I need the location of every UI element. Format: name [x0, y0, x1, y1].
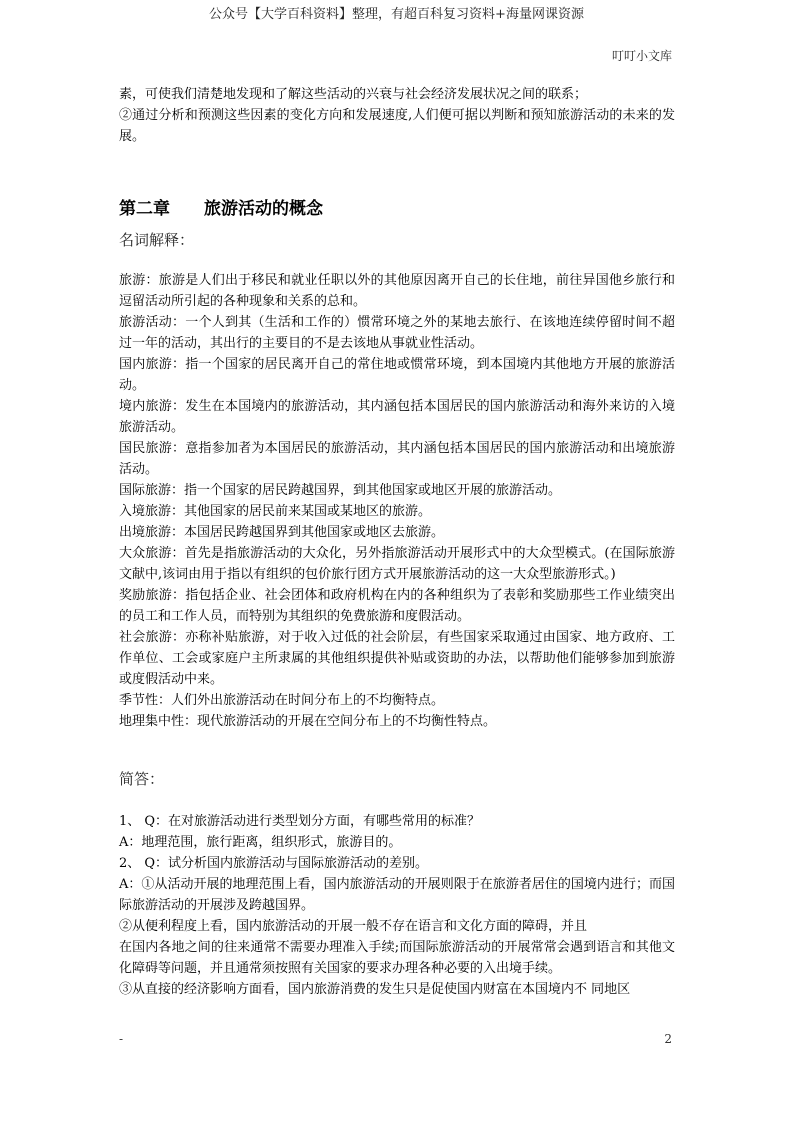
terms-list [119, 270, 675, 732]
qa-line: ②从便利程度上看，国内旅游活动的开展一般不存在语言和文化方面的障碍，并且 [119, 919, 588, 934]
qa-line: 在国内各地之间的往来通常不需要办理准入手续;而国际旅游活动的开展常常会遇到语言和其他文化障碍等问题，并且通常须按照有关国家的要求办理各种必要的入出境手续。 [119, 940, 675, 976]
qa-line: A：①从活动开展的地理范围上看，国内旅游活动的开展则限于在旅游者居住的国境内进行；而国际旅游活动的开展涉及跨越国界。 [119, 877, 675, 913]
term-item: 旅游：旅游是人们出于移民和就业任职以外的其他原因离开自己的长住地，前往异国他乡旅行和逗留活动所引起的各种现象和关系的总和。 [119, 273, 675, 309]
term-item: 入境旅游：其他国家的居民前来某国或某地区的旅游。 [119, 504, 432, 519]
qa-list [119, 811, 675, 1000]
intro-block [119, 84, 675, 147]
qa-line: ③从直接的经济影响方面看，国内旅游消费的发生只是促使国内财富在本国境内不 同地区 [119, 982, 631, 997]
chapter-number: 第二章 [119, 199, 170, 219]
term-item: 旅游活动：一个人到其（生活和工作的）惯常环境之外的某地去旅行、在该地连续停留时间不超过一年的活动，其出行的主要目的不是去该地从事就业性活动。 [119, 315, 675, 351]
terms-heading: 名词解释： [119, 231, 195, 249]
term-item: 奖励旅游：指包括企业、社会团体和政府机构在内的各种组织为了表彰和奖励那些工作业绩突出的员工和工作人员，而特别为其组织的免费旅游和度假活动。 [119, 588, 675, 624]
chapter-heading [119, 194, 323, 219]
intro-line: 素，可使我们清楚地发现和了解这些活动的兴衰与社会经济发展状况之间的联系； [119, 87, 588, 102]
qa-line: 1、 Q：在对旅游活动进行类型划分方面，有哪些常用的标准？ [119, 814, 481, 829]
brand-label: 叮叮小文库 [611, 49, 672, 63]
term-item: 大众旅游：首先是指旅游活动的大众化，另外指旅游活动开展形式中的大众型模式。(在国际旅游文献中,该词由用于指以有组织的包价旅行团方式开展旅游活动的这一大众型旅游形式。) [119, 546, 675, 582]
qa-heading: 简答： [119, 770, 165, 788]
intro-line: ②通过分析和预测这些因素的变化方向和发展速度,人们便可据以判断和预知旅游活动的未来的发展。 [119, 108, 675, 144]
term-item: 社会旅游：亦称补贴旅游，对于收入过低的社会阶层，有些国家采取通过由国家、地方政府、工作单位、工会或家庭户主所隶属的其他组织提供补贴或资助的办法，以帮助他们能够参加到旅游或度假活动中来。 [119, 630, 675, 687]
qa-line: 2、 Q：试分析国内旅游活动与国际旅游活动的差别。 [119, 856, 429, 871]
term-item: 季节性：人们外出旅游活动在时间分布上的不均衡特点。 [119, 693, 445, 708]
page-number: 2 [664, 1032, 672, 1046]
qa-line: A：地理范围，旅行距离，组织形式，旅游目的。 [119, 835, 402, 850]
term-item: 国际旅游：指一个国家的居民跨越国界，到其他国家或地区开展的旅游活动。 [119, 483, 562, 498]
term-item: 境内旅游：发生在本国境内的旅游活动，其内涵包括本国居民的国内旅游活动和海外来访的入境旅游活动。 [119, 399, 675, 435]
term-item: 出境旅游：本国居民跨越国界到其他国家或地区去旅游。 [119, 525, 445, 540]
term-item: 地理集中性：现代旅游活动的开展在空间分布上的不均衡性特点。 [119, 714, 497, 729]
top-banner: 公众号【大学百科资料】整理，有超百科复习资料+海量网课资源 [209, 7, 584, 22]
footer-dash: - [119, 1032, 124, 1046]
chapter-title: 旅游活动的概念 [204, 199, 323, 219]
term-item: 国民旅游：意指参加者为本国居民的旅游活动，其内涵包括本国居民的国内旅游活动和出境旅游活动。 [119, 441, 675, 477]
term-item: 国内旅游：指一个国家的居民离开自己的常住地或惯常环境，到本国境内其他地方开展的旅游活动。 [119, 357, 675, 393]
